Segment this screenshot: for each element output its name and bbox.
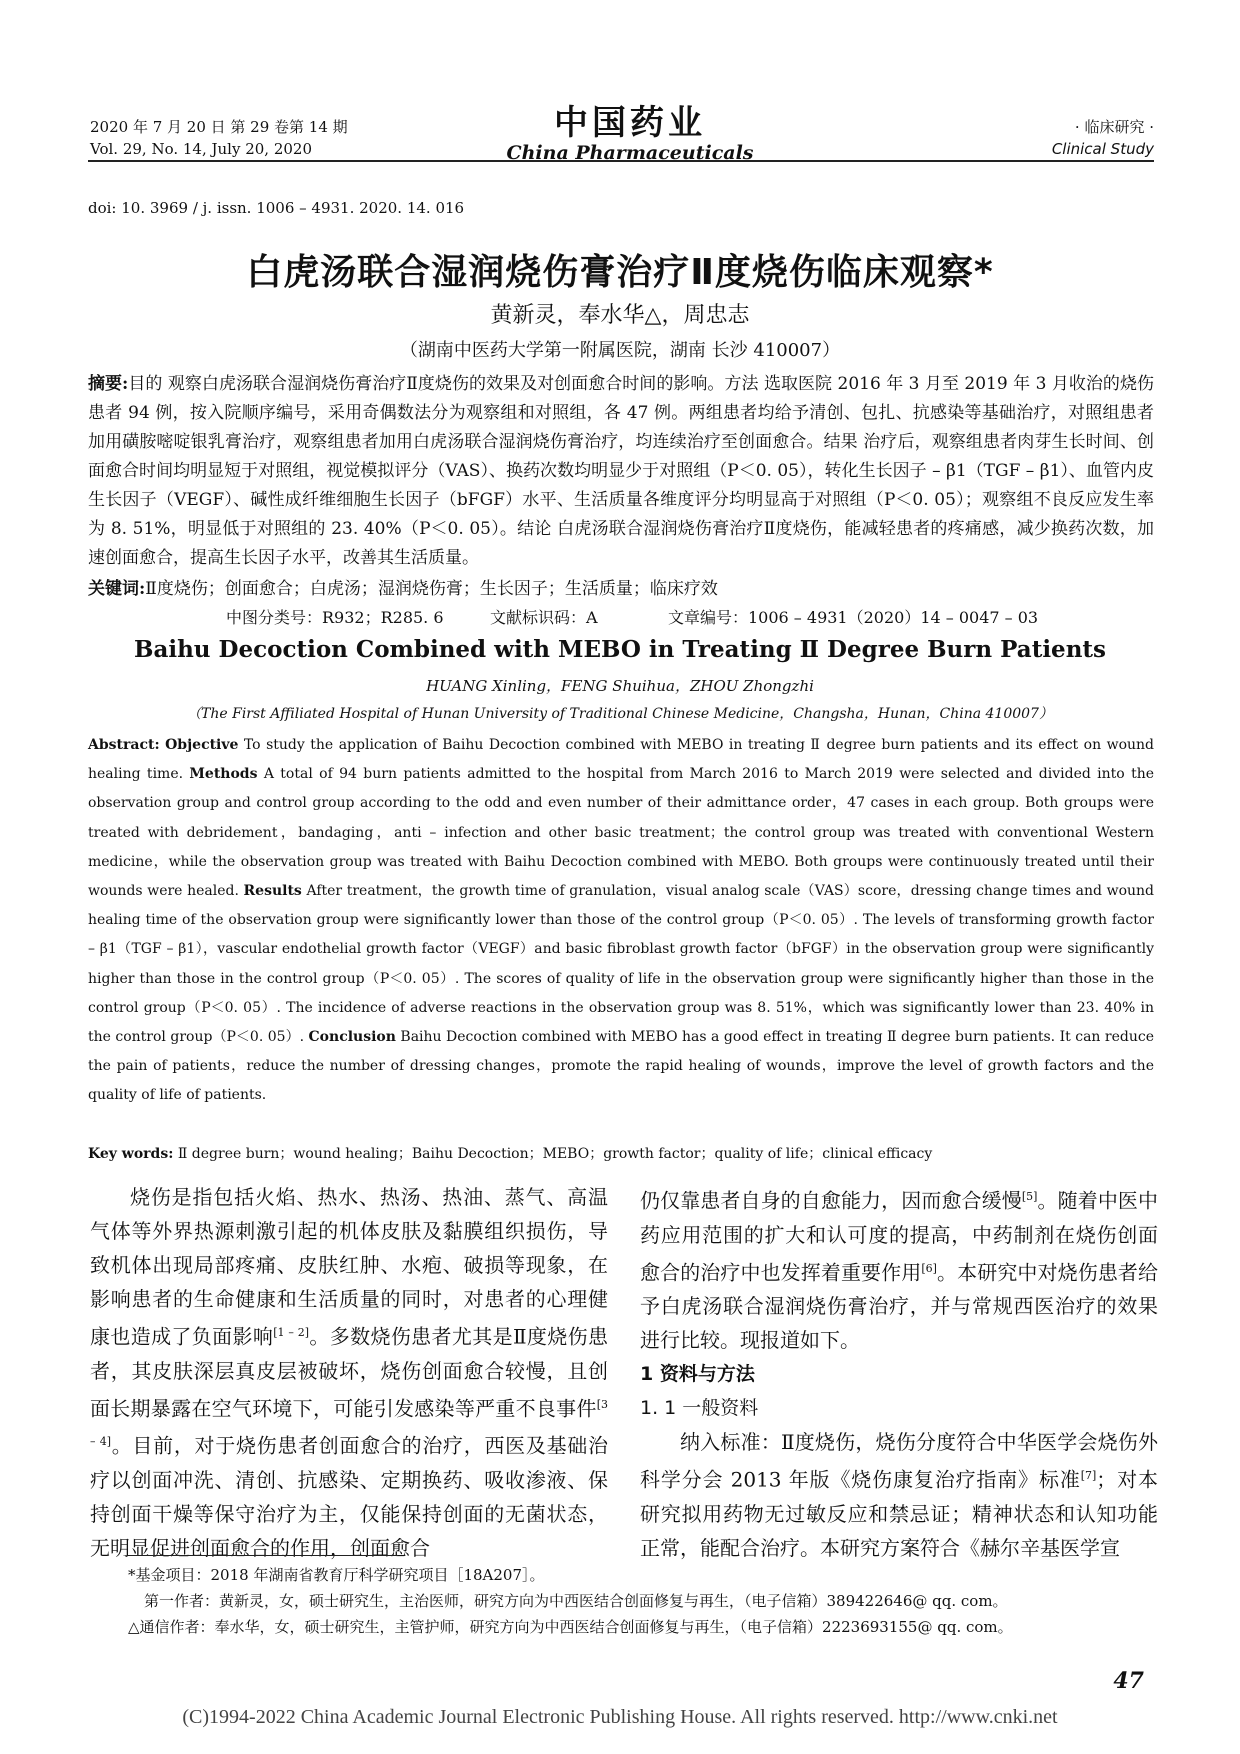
article-affiliation: （湖南中医药大学第一附属医院，湖南 长沙 410007）	[399, 340, 841, 361]
intro-text-5: 。随着中医中药应用范围的扩大和认可度的提高，中药制剂在烧伤创面愈合的治疗中也发挥着重要作用	[640, 1188, 1159, 1285]
footnote-rule	[128, 1555, 398, 1556]
journal-masthead	[500, 104, 760, 164]
body-column-right	[640, 1180, 1158, 1565]
section-heading: 1 资料与方法	[640, 1363, 755, 1386]
intro-text-3: 。目前，对于烧伤患者创面愈合的治疗，西医及基础治疗以创面冲洗、清创、抗感染、定期换药、吸收渗液、保持创面干燥等保守治疗为主，仅能保持创面的无菌状态，无明显促进创面愈合的作用，创面愈合	[90, 1433, 608, 1560]
english-authors: HUANG Xinling，FENG Shuihua，ZHOU Zhongzhi	[426, 677, 814, 695]
doi: doi: 10. 3969 / j. issn. 1006 – 4931. 2020. 14. 016	[88, 199, 465, 217]
results-text: After treatment，the growth time of granulation，visual analog scale（VAS）score，dressing change times and wound healing time of the observation group were significantly lower than those of the control group（P＜0. 05）. The levels of transforming growth factor – β1（TGF – β1），vascular endothelial growth factor（VEGF）and basic fibroblast growth factor（bFGF）in the observation group were significantly higher than those in the control group（P＜0. 05）. The scores of quality of life in the observation group were significantly higher than those in the control group（P＜0. 05）. The incidence of adverse reactions in the observation group was 8. 51%，which was significantly lower than 23. 40% in the control group（P＜0. 05）.	[88, 883, 1155, 1046]
issue-volume-en: Vol. 29, No. 14, July 20, 2020	[90, 140, 313, 158]
keywords-label-en: Key words:	[88, 1146, 174, 1162]
chinese-abstract	[88, 370, 1154, 573]
section-label-cn: · 临床研究 ·	[1074, 118, 1154, 136]
intro-text-6: 。本研究中对烧伤患者给予白虎汤联合湿润烧伤膏治疗，并与常规西医治疗的效果进行比较。现报道如下。	[640, 1260, 1159, 1353]
intro-text-2: 。多数烧伤患者尤其是Ⅱ度烧伤患者，其皮肤深层真皮层被破坏，烧伤创面愈合较慢，且创面长期暴露在空气环境下，可能引发感染等严重不良事件	[90, 1324, 609, 1421]
journal-logo: 中国药业	[554, 103, 706, 143]
chinese-keywords	[88, 575, 1154, 603]
inclusion-criteria-paragraph	[640, 1425, 1158, 1565]
journal-issue-info	[90, 116, 348, 160]
keywords-text-cn: Ⅱ度烧伤；创面愈合；白虎汤；湿润烧伤膏；生长因子；生活质量；临床疗效	[145, 579, 718, 599]
intro-text-4: 仍仅靠患者自身的自愈能力，因而愈合缓慢	[640, 1188, 1022, 1213]
copyright-notice: (C)1994-2022 China Academic Journal Electronic Publishing House. All rights reserved. http://www.cnki.net	[182, 1706, 1058, 1728]
intro-paragraph	[90, 1180, 608, 1565]
page-number: 47	[1113, 1668, 1144, 1694]
body-column-left	[90, 1180, 608, 1565]
header-rule	[88, 160, 1154, 162]
article-authors: 黄新灵，奉水华△，周忠志	[490, 303, 750, 328]
abstract-label-en: Abstract:	[88, 737, 160, 753]
citation-ref[interactable]: [6]	[921, 1261, 937, 1275]
footnote-corresponding-author: △通信作者：奉水华，女，硕士研究生，主管护师，研究方向为中西医结合创面修复与再生，（电子信箱）2223693155@ qq. com。	[128, 1618, 1013, 1636]
abstract-label-cn: 摘要:	[88, 374, 129, 394]
english-affiliation: （The First Affiliated Hospital of Hunan University of Traditional Chinese Medicine，Changsha，Hunan，China 410007）	[187, 706, 1053, 722]
document-code: 文献标识码：A	[490, 608, 598, 627]
article-number: 文章编号：1006 – 4931（2020）14 – 0047 – 03	[668, 608, 1039, 627]
intro-text-1: 烧伤是指包括火焰、热水、热汤、热油、蒸气、高温气体等外界热源刺激引起的机体皮肤及黏膜组织损伤，导致机体出现局部疼痛、皮肤红肿、水疱、破损等现象，在影响患者的生命健康和生活质量的同时，对患者的心理健康也造成了负面影响	[90, 1185, 608, 1349]
section-label	[1052, 116, 1154, 160]
inclusion-text-2: ；对本研究拟用药物无过敏反应和禁忌证；精神状态和认知功能正常，能配合治疗。本研究方案符合《赫尔辛基医学宣	[640, 1467, 1158, 1560]
subsection-heading: 1. 1 一般资料	[640, 1397, 759, 1420]
methods-label: Methods	[189, 766, 258, 783]
conclusion-label: Conclusion	[308, 1029, 396, 1046]
english-title: Baihu Decoction Combined with MEBO in Treating Ⅱ Degree Burn Patients	[134, 636, 1106, 663]
issue-date-cn: 2020 年 7 月 20 日 第 29 卷第 14 期	[90, 118, 348, 136]
results-label: Results	[243, 883, 302, 900]
inclusion-text-1: 纳入标准：Ⅱ度烧伤，烧伤分度符合中华医学会烧伤外科学分会 2013 年版《烧伤康复治疗指南》标准	[640, 1430, 1158, 1492]
conclusion-text: Baihu Decoction combined with MEBO has a good effect in treating Ⅱ degree burn patients. It can reduce the pain of patients，reduce the number of dressing changes，promote the rapid healing of wounds，improve the level of growth factors and the quality of life of patients.	[88, 1029, 1154, 1104]
keywords-text-en: Ⅱ degree burn；wound healing；Baihu Decoction；MEBO；growth factor；quality of life；clinical efficacy	[177, 1146, 933, 1162]
objective-text: To study the application of Baihu Decoction combined with MEBO in treating Ⅱ degree burn patients and its effect on wound healing time.	[88, 737, 1155, 783]
methods-text: A total of 94 burn patients admitted to the hospital from March 2016 to March 2019 were selected and divided into the observation group and control group according to the odd and even number of their admittance order，47 cases in each group. Both groups were treated with debridement，bandaging，anti – infection and other basic treatment；the control group was treated with conventional Western medicine，while the observation group was treated with Baihu Decoction combined with MEBO. Both groups were continuously treated until their wounds were healed.	[88, 766, 1154, 900]
citation-ref[interactable]: [3 – 4]	[90, 1397, 608, 1449]
intro-paragraph-cont	[640, 1180, 1158, 1357]
keywords-label-cn: 关键词:	[88, 579, 146, 599]
objective-label: Objective	[165, 737, 239, 753]
citation-ref[interactable]: [1 – 2]	[273, 1326, 310, 1339]
abstract-text-cn: 目的 观察白虎汤联合湿润烧伤膏治疗Ⅱ度烧伤的效果及对创面愈合时间的影响。方法 选取医院 2016 年 3 月至 2019 年 3 月收治的烧伤患者 94 例，按入院顺序编号，采用奇偶数法分为观察组和对照组，各 47 例。两组患者均给予清创、包扎、抗感染等基础治疗，对照组患者加用磺胺嘧啶银乳膏治疗，观察组患者加用白虎汤联合湿润烧伤膏治疗，均连续治疗至创面愈合。结果 治疗后，观察组患者肉芽生长时间、创面愈合时间均明显短于对照组，视觉模拟评分（VAS）、换药次数均明显少于对照组（P＜0. 05），转化生长因子 – β1（TGF – β1）、血管内皮生长因子（VEGF）、碱性成纤维细胞生长因子（bFGF）水平、生活质量各维度评分均明显高于对照组（P＜0. 05）；观察组不良反应发生率为 8. 51%，明显低于对照组的 23. 40%（P＜0. 05）。结论 白虎汤联合湿润烧伤膏治疗Ⅱ度烧伤，能减轻患者的疼痛感，减少换药次数，加速创面愈合，提高生长因子水平，改善其生活质量。	[88, 374, 1154, 568]
citation-ref[interactable]: [7]	[1080, 1469, 1097, 1483]
footnotes	[128, 1562, 1168, 1640]
article-title: 白虎汤联合湿润烧伤膏治疗Ⅱ度烧伤临床观察*	[246, 252, 994, 293]
section-label-en: Clinical Study	[1051, 140, 1154, 158]
journal-name: China Pharmaceuticals	[506, 142, 754, 164]
citation-ref[interactable]: [5]	[1021, 1190, 1038, 1203]
english-abstract	[88, 731, 1154, 1111]
clc-number: 中图分类号：R932；R285. 6	[226, 608, 444, 627]
footnote-fund: *基金项目：2018 年湖南省教育厅科学研究项目［18A207］。	[128, 1566, 545, 1584]
footnote-first-author: 第一作者：黄新灵，女，硕士研究生，主治医师，研究方向为中西医结合创面修复与再生，（电子信箱）389422646@ qq. com。	[144, 1592, 1008, 1610]
english-keywords	[88, 1140, 1154, 1168]
